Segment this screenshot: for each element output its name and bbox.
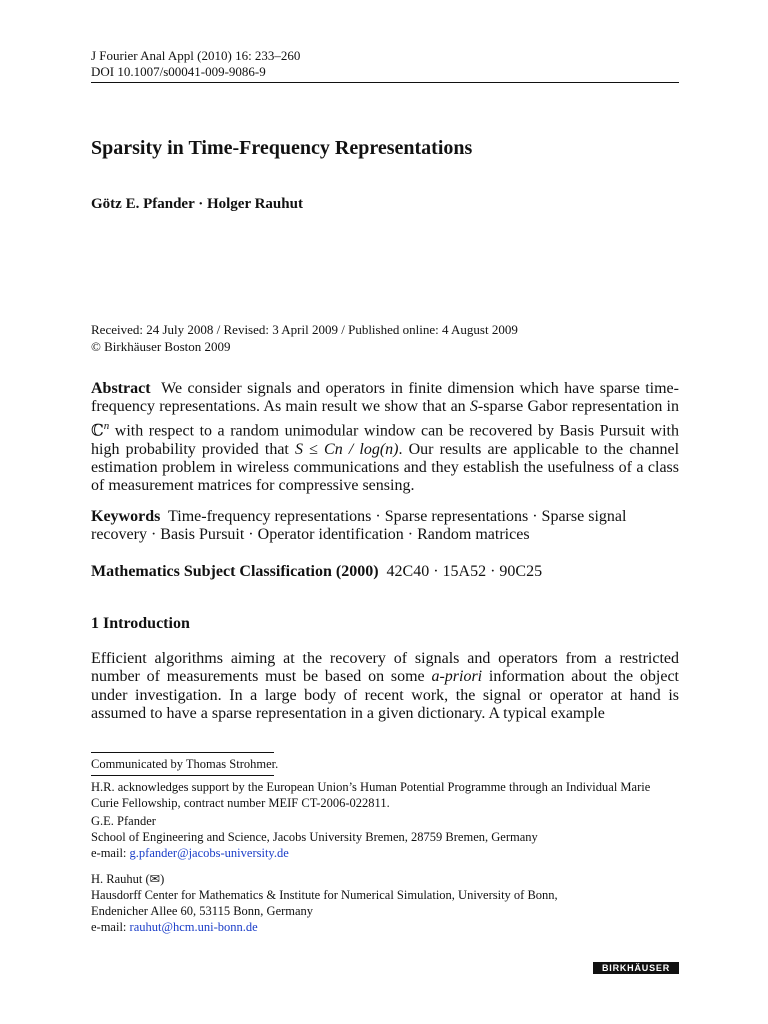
authors: Götz E. Pfander · Holger Rauhut bbox=[91, 196, 303, 212]
footnote-rauhut bbox=[91, 871, 679, 935]
footnote-rule bbox=[91, 752, 274, 753]
abstract-text: We consider signals and operators in finite dimension which have sparse time-frequency representations. As main result we show that an bbox=[91, 380, 679, 416]
pfander-email-link[interactable]: g.pfander@jacobs-university.de bbox=[129, 846, 289, 860]
publication-info bbox=[91, 321, 518, 355]
abstract-text: . Our results are applicable to the channel estimation problem in wireless communications and they establish the usefulness of a class of measurement matrices for compressive sensing. bbox=[91, 440, 680, 495]
intro-text: Efficient algorithms aiming at the recovery of signals and operators from a restricted number of measurements must be based on some bbox=[91, 650, 679, 686]
email-label: e-mail: bbox=[91, 920, 130, 934]
intro-italic: a-priori bbox=[431, 668, 483, 686]
doi: DOI 10.1007/s00041-009-9086-9 bbox=[91, 64, 266, 79]
abstract-text: -sparse Gabor representation in bbox=[477, 398, 680, 416]
pfander-email-line bbox=[91, 845, 679, 861]
journal-header bbox=[91, 48, 300, 80]
paper-title: Sparsity in Time-Frequency Representations bbox=[91, 137, 473, 159]
abstract-label: Abstract bbox=[91, 380, 151, 397]
footnote-support: H.R. acknowledges support by the European Union’s Human Potential Programme through an Individual Marie Curie Fellowship, contract number MEIF CT-2006-022811. bbox=[91, 780, 651, 810]
email-label: e-mail: bbox=[91, 846, 130, 860]
abstract-var-s: S bbox=[469, 398, 478, 416]
abstract bbox=[91, 380, 679, 496]
pfander-affiliation: School of Engineering and Science, Jacobs University Bremen, 28759 Bremen, Germany bbox=[91, 830, 538, 844]
msc-codes: 42C40 · 15A52 · 90C25 bbox=[386, 563, 543, 580]
abstract-complex-symbol: ℂ bbox=[91, 422, 104, 440]
keywords-label: Keywords bbox=[91, 508, 161, 525]
section-heading: 1 Introduction bbox=[91, 615, 190, 632]
footnote-rule bbox=[91, 775, 274, 776]
journal-citation: J Fourier Anal Appl (2010) 16: 233–260 bbox=[91, 48, 301, 63]
copyright-line: © Birkhäuser Boston 2009 bbox=[91, 339, 231, 354]
keywords-text: Time-frequency representations · Sparse representations · Sparse signal recovery · Basis Pursuit · Operator identification · Random matrices bbox=[91, 508, 627, 544]
pfander-name: G.E. Pfander bbox=[91, 814, 156, 828]
abstract-formula: S ≤ Cn / log(n) bbox=[295, 440, 399, 458]
keywords bbox=[91, 508, 679, 545]
rauhut-email-link[interactable]: rauhut@hcm.uni-bonn.de bbox=[129, 920, 258, 934]
introduction-text bbox=[91, 650, 679, 724]
abstract-superscript-n: n bbox=[103, 419, 110, 432]
intro-text: information about the object under investigation. In a large body of recent work, the signal or operator at hand is assumed to have a sparse representation in a given dictionary. A typical example bbox=[91, 668, 679, 723]
dates-line: Received: 24 July 2008 / Revised: 3 April 2009 / Published online: 4 August 2009 bbox=[91, 322, 518, 337]
abstract-text: with respect to a random unimodular window can be recovered by Basis Pursuit with high probability provided that bbox=[91, 422, 679, 458]
rauhut-affiliation-1: Hausdorff Center for Mathematics & Institute for Numerical Simulation, University of Bonn, bbox=[91, 888, 558, 902]
footnote-communicated: Communicated by Thomas Strohmer. bbox=[91, 757, 279, 771]
publisher-logo: BIRKHÄUSER bbox=[593, 962, 679, 974]
rauhut-email-line bbox=[91, 919, 679, 935]
header-rule bbox=[91, 82, 679, 83]
rauhut-name: H. Rauhut (✉) bbox=[91, 872, 165, 886]
msc bbox=[91, 563, 679, 581]
footnote-pfander bbox=[91, 813, 679, 861]
msc-label: Mathematics Subject Classification (2000) bbox=[91, 563, 379, 580]
rauhut-affiliation-2: Endenicher Allee 60, 53115 Bonn, Germany bbox=[91, 904, 314, 918]
